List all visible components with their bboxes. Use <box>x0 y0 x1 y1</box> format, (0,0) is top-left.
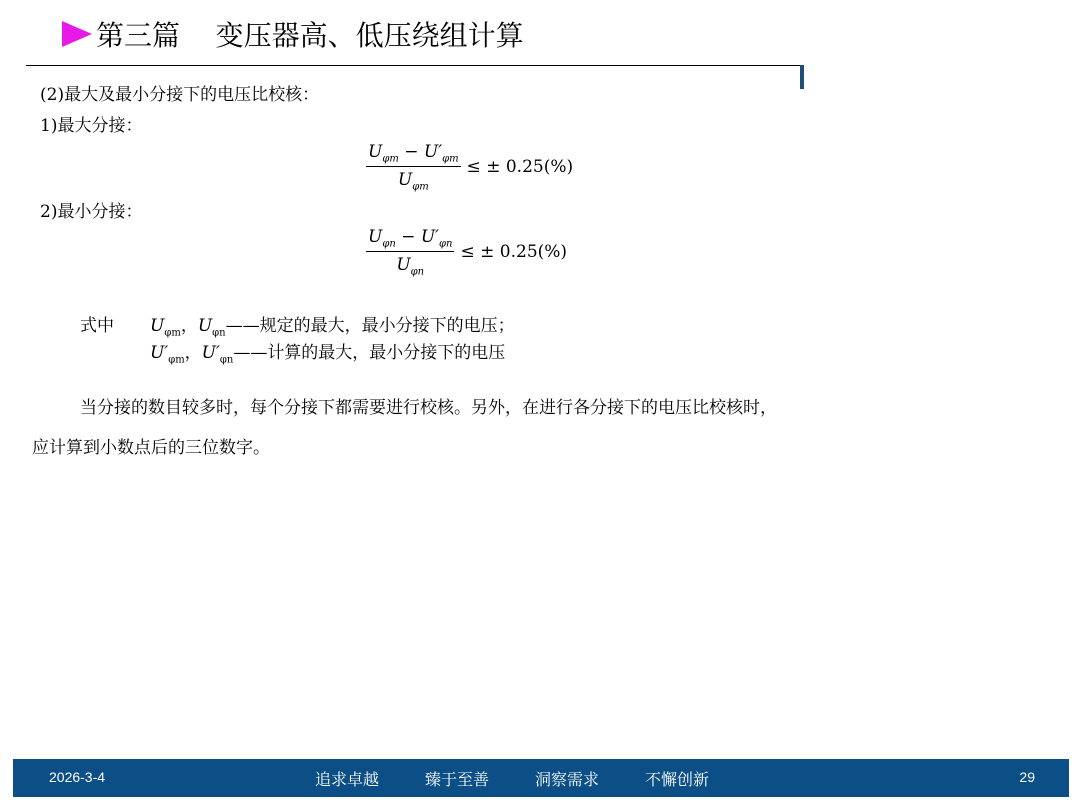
item-max-tap: 1)最大分接： <box>40 116 143 136</box>
formula-numerator: $U_{\varphi m} - U'_{\varphi m}$ <box>366 142 461 167</box>
footer-mottos <box>315 767 755 790</box>
footer-date: 2026-3-4 <box>49 769 106 785</box>
formula-denominator: $U_{\varphi m}$ <box>397 170 429 193</box>
motto-3: 洞察需求 <box>535 770 600 789</box>
motto-4: 不懈创新 <box>645 770 710 789</box>
formula-numerator: $U_{\varphi n} - U'_{\varphi n}$ <box>366 227 454 252</box>
definition-calculated: $U'_{\varphi m}$，$U'_{\varphi n}——$计算的最大，最小分接下的电压 <box>150 343 506 366</box>
footer-bar <box>13 759 1069 797</box>
paragraph-line-2: 应计算到小数点后的三位数字。 <box>32 438 270 458</box>
formula-rhs: ≤ ± 0.25(%) <box>460 242 568 263</box>
section-heading: (2)最大及最小分接下的电压比校核： <box>40 85 320 105</box>
formula-min-tap <box>366 227 567 278</box>
definition-specified: $U_{\varphi m}$，$U_{\varphi n}——$规定的最大，最小分接下的电压； <box>150 316 515 339</box>
where-label: 式中 <box>80 316 114 336</box>
slide-title: 第三篇 变压器高、低压绕组计算 <box>96 19 524 52</box>
motto-1: 追求卓越 <box>315 770 380 789</box>
formula-rhs: ≤ ± 0.25(%) <box>466 157 574 178</box>
formula-denominator: $U_{\varphi n}$ <box>396 255 425 278</box>
item-min-tap: 2)最小分接： <box>40 202 143 222</box>
motto-2: 臻于至善 <box>425 770 490 789</box>
page-number: 29 <box>1019 769 1035 785</box>
paragraph-line-1: 当分接的数目较多时，每个分接下都需要进行校核。另外，在进行各分接下的电压比校核时， <box>80 398 777 418</box>
formula-max-tap <box>366 142 573 193</box>
